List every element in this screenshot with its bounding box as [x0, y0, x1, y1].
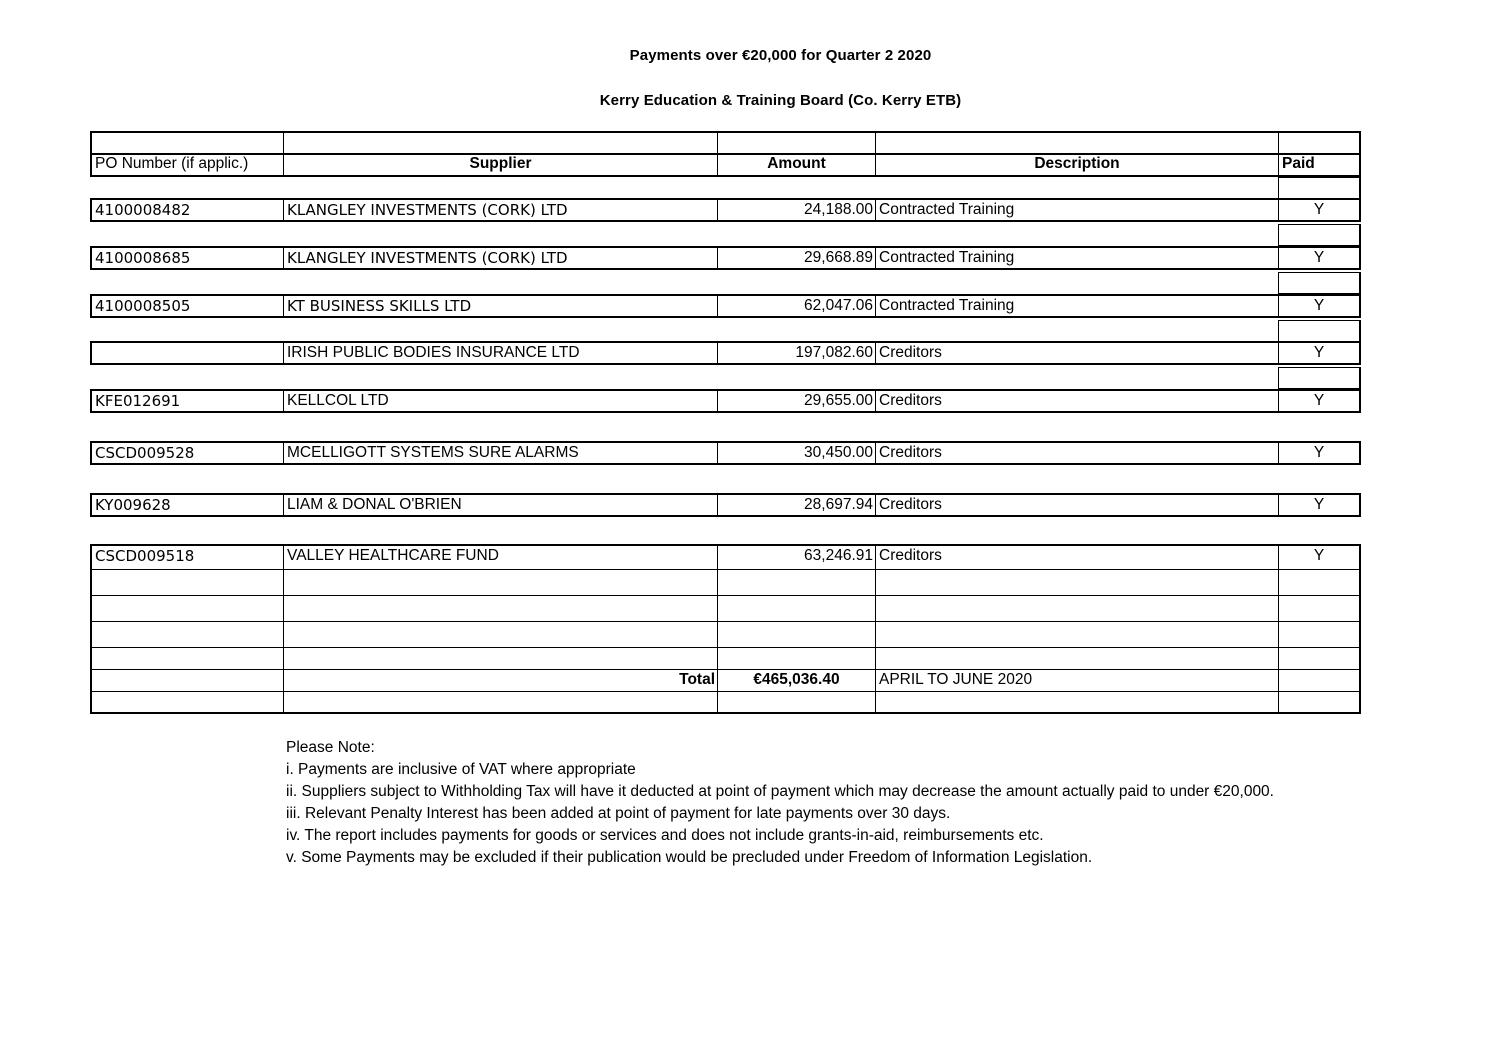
amount-cell: 197,082.60: [717, 341, 876, 365]
empty-table-row: [90, 595, 1361, 622]
description-cell: Creditors: [875, 544, 1279, 570]
supplier-cell: LIAM & DONAL O'BRIEN: [283, 493, 718, 517]
paid-cell: Y: [1278, 198, 1361, 222]
description-cell: Creditors: [875, 441, 1279, 465]
empty-cell: [283, 647, 718, 670]
empty-table-row: [90, 647, 1361, 670]
note-item: i. Payments are inclusive of VAT where appropriate: [286, 761, 636, 778]
column-header-description: Description: [875, 153, 1279, 177]
empty-cell: [283, 621, 718, 648]
empty-table-row: [90, 691, 1361, 714]
column-header-paid: Paid: [1278, 153, 1361, 177]
table-row: [90, 441, 1361, 465]
empty-cell: [90, 669, 284, 692]
paid-cell: Y: [1278, 294, 1361, 318]
amount-cell: 62,047.06: [717, 294, 876, 318]
description-cell: Contracted Training: [875, 198, 1279, 222]
table-row: [90, 389, 1361, 413]
amount-cell: 28,697.94: [717, 493, 876, 517]
empty-cell: [1278, 647, 1361, 670]
page-subtitle: Kerry Education & Training Board (Co. Kerry ETB): [599, 92, 962, 109]
empty-cell: [717, 621, 876, 648]
header-spacer-cell: [717, 131, 876, 155]
empty-cell: [1278, 669, 1361, 692]
description-cell: Creditors: [875, 341, 1279, 365]
empty-cell: [875, 569, 1279, 596]
paid-spacer-cell: [1278, 367, 1361, 389]
empty-cell: [90, 647, 284, 670]
po-number-cell: 4100008505: [90, 294, 284, 318]
paid-spacer-cell: [1278, 177, 1361, 199]
supplier-cell: KLANGLEY INVESTMENTS (CORK) LTD: [283, 246, 718, 270]
supplier-cell: KLANGLEY INVESTMENTS (CORK) LTD: [283, 198, 718, 222]
amount-cell: 24,188.00: [717, 198, 876, 222]
description-cell: Contracted Training: [875, 294, 1279, 318]
table-row: [90, 294, 1361, 318]
paid-cell: Y: [1278, 246, 1361, 270]
paid-cell: Y: [1278, 441, 1361, 465]
po-number-cell: 4100008685: [90, 246, 284, 270]
table-row: [90, 198, 1361, 222]
empty-cell: [717, 647, 876, 670]
page-title: Payments over €20,000 for Quarter 2 2020: [629, 47, 932, 64]
header-spacer-cell: [875, 131, 1279, 155]
note-item: iv. The report includes payments for goods or services and does not include grants-in-aid, reimbursements etc.: [286, 827, 1044, 844]
description-cell: Creditors: [875, 493, 1279, 517]
empty-cell: [90, 595, 284, 622]
po-number-cell: [90, 341, 284, 365]
table-header-spacer-row: [90, 131, 1361, 155]
empty-cell: [875, 595, 1279, 622]
table-row: [90, 341, 1361, 365]
empty-table-row: [90, 621, 1361, 648]
column-header-amount: Amount: [717, 153, 876, 177]
empty-table-row: [90, 569, 1361, 596]
supplier-cell: VALLEY HEALTHCARE FUND: [283, 544, 718, 570]
table-header-row: [90, 153, 1361, 177]
note-item: ii. Suppliers subject to Withholding Tax will have it deducted at point of payment which may decrease the amount actually paid to under €20,000.: [286, 783, 1274, 800]
amount-cell: 63,246.91: [717, 544, 876, 570]
po-number-cell: CSCD009518: [90, 544, 284, 570]
notes-heading: Please Note:: [286, 739, 375, 756]
table-row: [90, 544, 1361, 570]
empty-cell: [717, 691, 876, 714]
empty-cell: [90, 569, 284, 596]
po-number-cell: 4100008482: [90, 198, 284, 222]
empty-cell: [875, 647, 1279, 670]
paid-cell: Y: [1278, 544, 1361, 570]
total-row: [90, 669, 1361, 692]
empty-cell: [875, 691, 1279, 714]
po-number-cell: CSCD009528: [90, 441, 284, 465]
total-label: Total: [283, 669, 718, 692]
total-amount: €465,036.40: [717, 669, 876, 692]
description-cell: Creditors: [875, 389, 1279, 413]
description-cell: Contracted Training: [875, 246, 1279, 270]
amount-cell: 30,450.00: [717, 441, 876, 465]
empty-cell: [283, 595, 718, 622]
empty-cell: [875, 621, 1279, 648]
empty-cell: [283, 569, 718, 596]
empty-cell: [1278, 621, 1361, 648]
po-number-cell: KFE012691: [90, 389, 284, 413]
po-number-cell: KY009628: [90, 493, 284, 517]
column-header-po-number: PO Number (if applic.): [90, 153, 284, 177]
supplier-cell: MCELLIGOTT SYSTEMS SURE ALARMS: [283, 441, 718, 465]
empty-cell: [1278, 595, 1361, 622]
paid-cell: Y: [1278, 341, 1361, 365]
supplier-cell: IRISH PUBLIC BODIES INSURANCE LTD: [283, 341, 718, 365]
empty-cell: [1278, 691, 1361, 714]
empty-cell: [717, 569, 876, 596]
paid-spacer-cell: [1278, 320, 1361, 342]
supplier-cell: KT BUSINESS SKILLS LTD: [283, 294, 718, 318]
empty-cell: [283, 691, 718, 714]
empty-cell: [90, 691, 284, 714]
header-spacer-cell: [90, 131, 284, 155]
supplier-cell: KELLCOL LTD: [283, 389, 718, 413]
note-item: v. Some Payments may be excluded if their publication would be precluded under Freedom of Information Legislation.: [286, 849, 1093, 866]
table-row: [90, 493, 1361, 517]
table-row: [90, 246, 1361, 270]
header-spacer-cell: [1278, 131, 1361, 155]
total-period: APRIL TO JUNE 2020: [875, 669, 1279, 692]
note-item: iii. Relevant Penalty Interest has been added at point of payment for late payments over 30 days.: [286, 805, 951, 822]
paid-cell: Y: [1278, 493, 1361, 517]
amount-cell: 29,655.00: [717, 389, 876, 413]
paid-spacer-cell: [1278, 272, 1361, 294]
empty-cell: [90, 621, 284, 648]
empty-cell: [717, 595, 876, 622]
column-header-supplier: Supplier: [283, 153, 718, 177]
empty-cell: [1278, 569, 1361, 596]
paid-spacer-cell: [1278, 224, 1361, 246]
notes-section: [286, 737, 1274, 869]
amount-cell: 29,668.89: [717, 246, 876, 270]
paid-cell: Y: [1278, 389, 1361, 413]
header-spacer-cell: [283, 131, 718, 155]
